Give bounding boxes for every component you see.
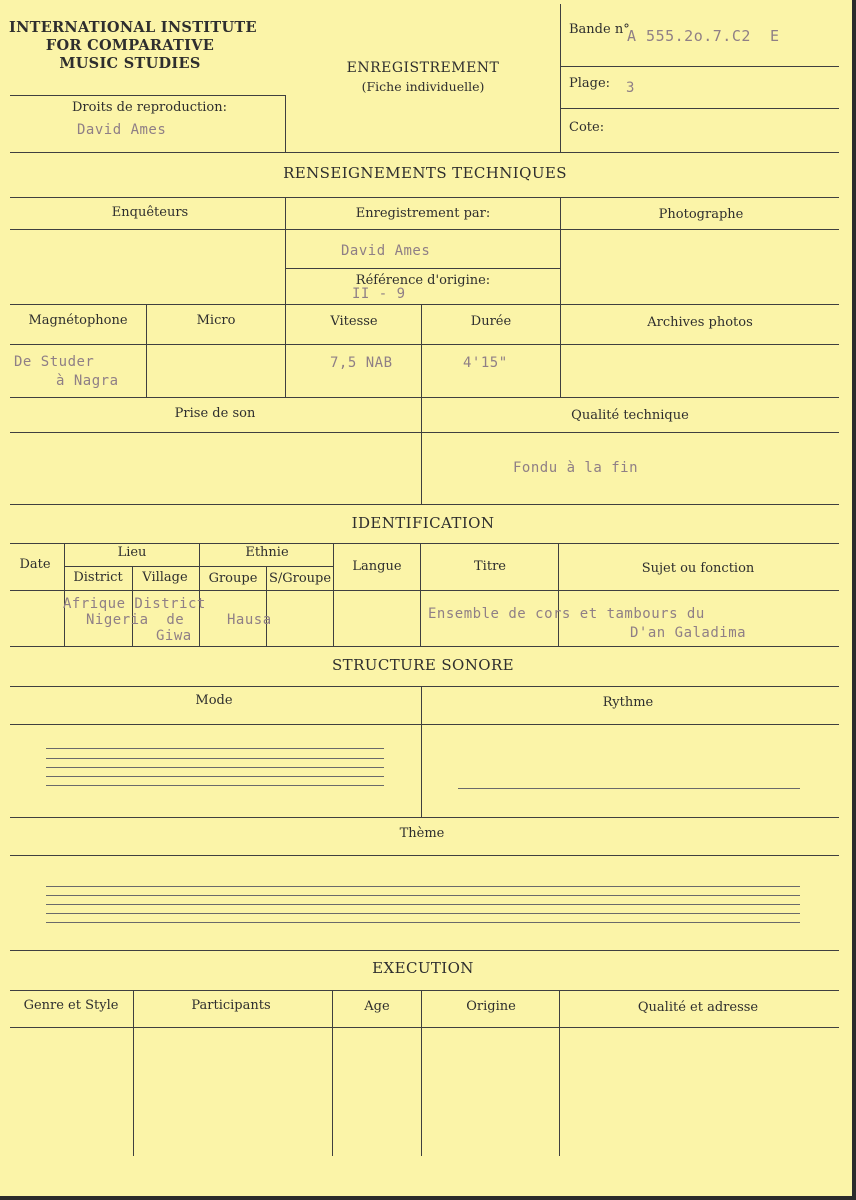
mode-rule (46, 776, 384, 777)
enqueteurs-label: Enquêteurs (111, 205, 189, 220)
theme-rule (46, 922, 800, 923)
plage-label: Plage: (569, 76, 611, 91)
participants-label: Participants (191, 998, 271, 1013)
technique-section-title: RENSEIGNEMENTS TECHNIQUES (283, 164, 567, 182)
vitesse-value: 7,5 NAB (330, 355, 393, 371)
sgroupe-label: S/Groupe (268, 571, 332, 586)
titre-value-1: Ensemble de cors et tambours du (428, 606, 705, 622)
divider (285, 304, 286, 397)
langue-label: Langue (352, 559, 402, 574)
bande-value: A 555.2o.7.C2 E (627, 27, 780, 45)
age-label: Age (364, 999, 390, 1014)
divider (561, 66, 839, 67)
qualite-adresse-label: Qualité et adresse (637, 1000, 759, 1015)
divider (560, 197, 561, 304)
theme-rule (46, 895, 800, 896)
divider (10, 817, 839, 818)
execution-section-title: EXECUTION (372, 959, 474, 977)
archives-label: Archives photos (647, 315, 753, 330)
divider (10, 504, 839, 505)
duree-label: Durée (470, 314, 512, 329)
lieu-value-1: Afrique District (63, 596, 206, 612)
divider (10, 950, 839, 951)
divider (133, 990, 134, 1156)
identification-section-title: IDENTIFICATION (351, 514, 495, 532)
qualite-value: Fondu à la fin (513, 460, 639, 476)
divider (10, 304, 839, 305)
theme-label: Thème (399, 826, 445, 841)
divider (421, 686, 422, 817)
divider (333, 543, 334, 646)
divider (10, 724, 839, 725)
mode-rule (46, 758, 384, 759)
origine-label: Origine (466, 999, 516, 1014)
magnetophone-value-2: à Nagra (56, 373, 119, 389)
theme-rule (46, 904, 800, 905)
lieu-value-3: Giwa (156, 628, 192, 644)
divider (266, 566, 267, 646)
divider (285, 197, 286, 304)
ethnie-label: Ethnie (245, 545, 289, 560)
institute-line-2: FOR COMPARATIVE (45, 37, 215, 54)
rythme-label: Rythme (602, 695, 654, 710)
divider (561, 108, 839, 109)
prise-label: Prise de son (174, 406, 256, 421)
groupe-label: Groupe (208, 571, 258, 586)
divider (10, 855, 839, 856)
divider (286, 268, 560, 269)
magnetophone-value-1: De Studer (14, 354, 95, 370)
titre-value-2: D'an Galadima (630, 625, 747, 641)
divider (10, 1027, 839, 1028)
sujet-label: Sujet ou fonction (641, 561, 755, 576)
divider (10, 95, 285, 96)
divider (285, 95, 286, 152)
date-label: Date (19, 557, 51, 572)
institute-line-1: INTERNATIONAL INSTITUTE (9, 19, 257, 36)
divider (421, 304, 422, 397)
titre-label: Titre (474, 559, 506, 574)
divider (199, 543, 200, 646)
rythme-rule (458, 788, 800, 789)
reference-label: Référence d'origine: (355, 273, 491, 288)
divider (10, 990, 839, 991)
theme-rule (46, 886, 800, 887)
mode-rule (46, 748, 384, 749)
divider (332, 990, 333, 1156)
divider (10, 646, 839, 647)
qualite-label: Qualité technique (571, 408, 689, 423)
duree-value: 4'15" (463, 355, 508, 371)
lieu-value-2: Nigeria de (86, 612, 185, 628)
district-label: District (73, 570, 123, 585)
enregistrement-value: David Ames (341, 243, 431, 259)
divider (64, 543, 65, 646)
droits-label: Droits de reproduction: (72, 100, 228, 115)
divider (558, 543, 559, 646)
micro-label: Micro (196, 313, 236, 328)
divider (560, 4, 561, 152)
form-title: ENREGISTREMENT (346, 60, 500, 76)
magnetophone-label: Magnétophone (28, 313, 128, 328)
droits-value: David Ames (77, 122, 167, 138)
cote-label: Cote: (569, 120, 605, 135)
divider (10, 590, 839, 591)
divider (420, 543, 421, 646)
enregistrement-label: Enregistrement par: (355, 206, 491, 221)
divider (146, 304, 147, 397)
vitesse-label: Vitesse (330, 314, 378, 329)
reference-value: II - 9 (352, 286, 406, 302)
divider (421, 397, 422, 504)
village-label: Village (142, 570, 188, 585)
genre-label: Genre et Style (23, 998, 119, 1013)
divider (560, 304, 561, 397)
bande-label: Bande n° (569, 22, 630, 37)
divider (10, 344, 839, 345)
divider (10, 397, 839, 398)
structure-section-title: STRUCTURE SONORE (332, 656, 514, 674)
mode-label: Mode (195, 693, 233, 708)
groupe-value: Hausa (227, 612, 272, 628)
lieu-label: Lieu (117, 545, 147, 560)
institute-line-3: MUSIC STUDIES (59, 55, 201, 72)
divider (10, 197, 839, 198)
divider (10, 152, 839, 153)
divider (421, 990, 422, 1156)
divider (559, 990, 560, 1156)
theme-rule (46, 913, 800, 914)
divider (10, 229, 839, 230)
divider (10, 543, 839, 544)
photographe-label: Photographe (658, 207, 744, 222)
form-subtitle: (Fiche individuelle) (361, 79, 485, 94)
mode-rule (46, 767, 384, 768)
mode-rule (46, 785, 384, 786)
plage-value: 3 (626, 80, 635, 96)
divider (10, 686, 839, 687)
divider (10, 432, 839, 433)
